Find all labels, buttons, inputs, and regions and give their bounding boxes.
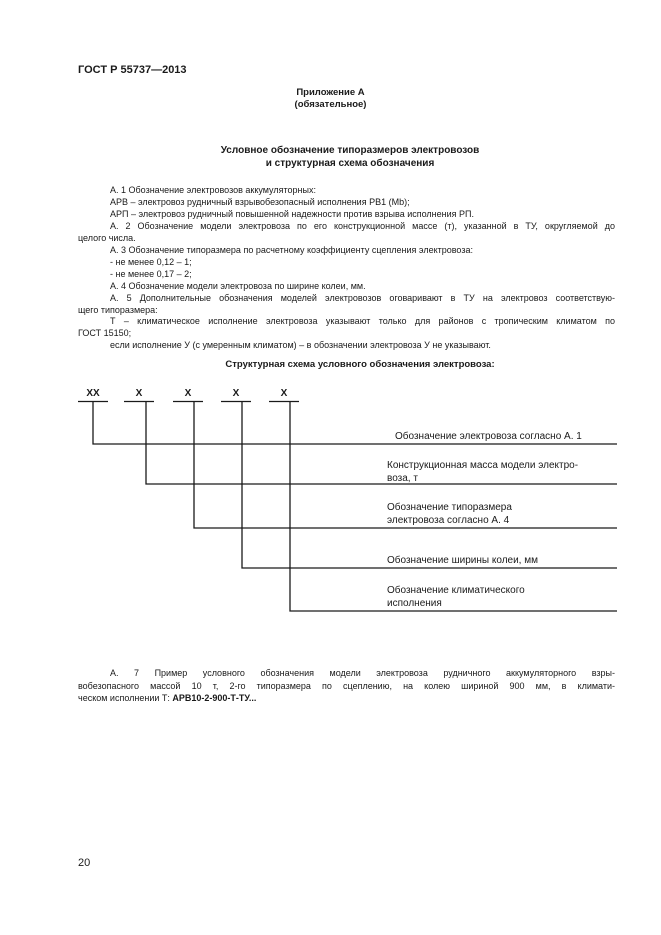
example-line2: вобезопасного массой 10 т, 2-го типоразмера по сцеплению, на колею шириной 900 мм, в климати- — [78, 681, 615, 691]
para-a1: А. 1 Обозначение электровозов аккумуляторных: — [110, 185, 316, 195]
label-size-line2: электровоза согласно А. 4 — [387, 515, 510, 526]
para-a2-line2: целого числа. — [78, 233, 136, 243]
section-title-line1: Условное обозначение типоразмеров электровозов — [220, 145, 480, 156]
standard-header: ГОСТ Р 55737—2013 — [78, 64, 187, 76]
code-gauge: X — [232, 388, 240, 399]
para-a3-item1: - не менее 0,12 – 1; — [110, 257, 192, 267]
section-title-line2: и структурная схема обозначения — [265, 158, 435, 169]
example-line3-text: ческом исполнении Т: — [78, 693, 173, 703]
page-number: 20 — [78, 857, 91, 869]
appendix-status: (обязательное) — [294, 99, 367, 110]
para-a5-line1: А. 5 Дополнительные обозначения моделей электровозов оговаривают в ТУ на электровоз соответствую- — [110, 293, 615, 303]
label-mass-line1: Конструкционная масса модели электро- — [387, 460, 579, 471]
para-a5-t-line2: ГОСТ 15150; — [78, 328, 132, 338]
code-mass: X — [135, 388, 143, 399]
para-a3: А. 3 Обозначение типоразмера по расчетному коэффициенту сцепления электровоза: — [110, 245, 473, 255]
para-a5-u: если исполнение У (с умеренным климатом) – в обозначении электровоза У не указывают. — [110, 340, 491, 350]
para-a2-line1: А. 2 Обозначение модели электровоза по его конструкционной массе (т), указанной в ТУ, округляемой до — [110, 221, 615, 231]
para-a3-item2: - не менее 0,17 – 2; — [110, 269, 192, 279]
label-climate-line2: исполнения — [387, 598, 442, 609]
para-a5-line2: щего типоразмера: — [78, 305, 158, 315]
scheme-title: Структурная схема условного обозначения электровоза: — [225, 359, 495, 370]
appendix-title: Приложение А — [296, 87, 365, 98]
label-climate-line1: Обозначение климатического — [387, 585, 525, 596]
para-a1-arp: АРП – электровоз рудничный повышенной надежности против взрыва исполнения РП. — [110, 209, 474, 219]
label-gauge: Обозначение ширины колеи, мм — [387, 555, 538, 566]
example-line1: А. 7 Пример условного обозначения модели электровоза рудничного аккумуляторного взры- — [110, 668, 615, 678]
label-mass-line2: воза, т — [387, 473, 418, 484]
code-size: X — [184, 388, 192, 399]
connector-line-4 — [242, 402, 617, 568]
para-a5-t-line1: Т – климатическое исполнение электровоза указывают только для районов с тропическим климатом по — [110, 316, 615, 326]
code-type: XX — [86, 388, 100, 399]
code-climate: X — [280, 388, 288, 399]
example-line3 — [78, 692, 256, 704]
label-size-line1: Обозначение типоразмера — [387, 502, 512, 513]
para-a4: А. 4 Обозначение модели электровоза по ширине колеи, мм. — [110, 281, 366, 291]
example-code: АРВ10-2-900-Т-ТУ... — [172, 693, 257, 703]
para-a1-arv: АРВ – электровоз рудничный взрывобезопасный исполнения РВ1 (Мb); — [110, 197, 410, 207]
label-type: Обозначение электровоза согласно А. 1 — [395, 431, 582, 442]
